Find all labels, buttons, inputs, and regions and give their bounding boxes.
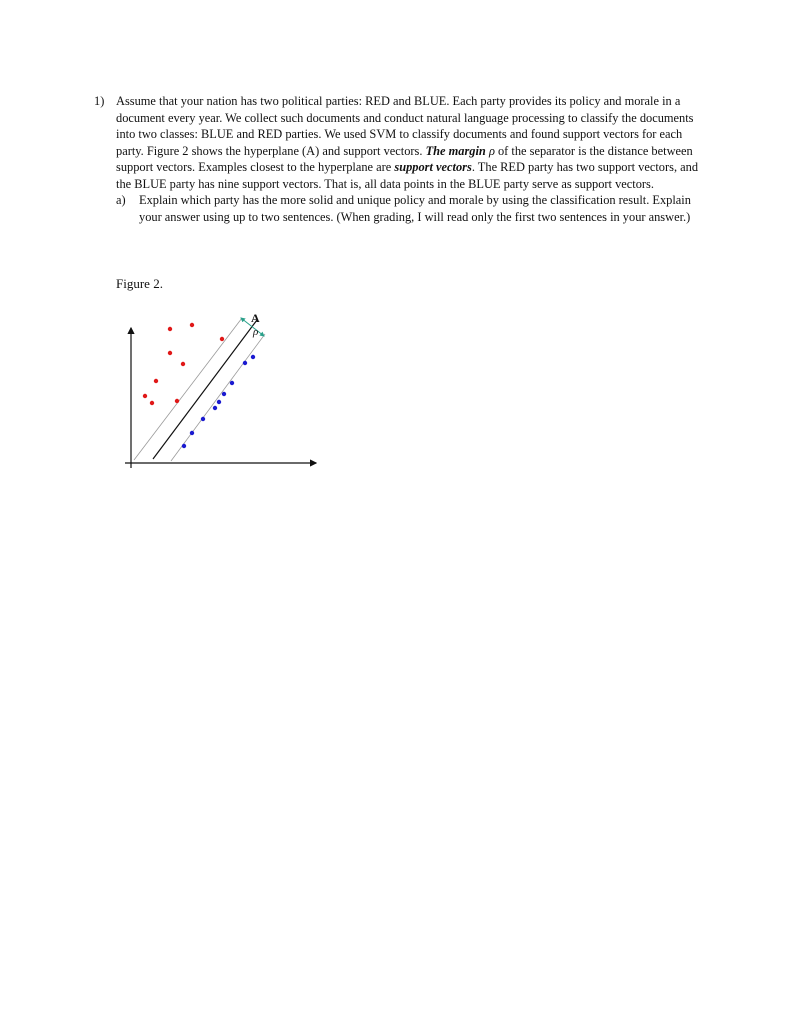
red-point	[154, 379, 158, 383]
question-text-part-1: Assume that your nation has two political parties: RED and BLUE. Each party provides its policy and morale in a document every year. We collect such documents and conduct natural language processing to classify the documents into two classes: BLUE and RED parties. We used SVM to classify documents and found support vectors for each party. Figure 2 shows the hyperplane (A) and support vectors.	[116, 94, 694, 158]
sub-question-label: a)	[116, 193, 126, 207]
red-point	[190, 323, 194, 327]
margin-term: The margin	[425, 143, 486, 158]
margin-label: ρ	[253, 326, 259, 338]
sub-question-text: Explain which party has the more solid and unique policy and morale by using the classification result. Explain your answer using up to two sentences. (When grading, I will read only the first two sentences in your answer.)	[139, 193, 691, 224]
red-point	[150, 401, 154, 405]
rho-symbol: ρ	[488, 143, 495, 158]
red-point	[175, 399, 179, 403]
blue-point	[243, 361, 247, 365]
question-text	[116, 93, 700, 225]
question-text-part-2: of the separator is the distance between support vectors. Examples closest to the hyperplane are	[116, 143, 693, 174]
red-points	[143, 323, 224, 405]
blue-point	[182, 444, 186, 448]
red-point	[220, 337, 224, 341]
question-text-part-3: . The RED party has two support vectors, and the BLUE party has nine support vectors. That is, all data points in the BLUE party serve as support vectors.	[116, 160, 699, 191]
blue-points	[182, 355, 255, 448]
blue-point	[230, 381, 234, 385]
blue-point	[190, 431, 194, 435]
blue-point	[201, 417, 205, 421]
blue-point	[222, 392, 226, 396]
blue-point	[251, 355, 255, 359]
support-vectors-term: support vectors	[394, 160, 472, 174]
hyperplane-a	[153, 320, 257, 459]
question-1	[94, 93, 700, 225]
figure-caption: Figure 2.	[116, 276, 163, 291]
red-point	[181, 362, 185, 366]
blue-point	[213, 406, 217, 410]
red-point	[168, 351, 172, 355]
svm-figure	[120, 308, 325, 473]
red-point	[168, 327, 172, 331]
blue-point	[217, 400, 221, 404]
hyperplane-label: A	[251, 311, 260, 325]
question-number: 1)	[94, 94, 105, 108]
blue-margin-line	[171, 334, 265, 461]
svm-diagram	[120, 308, 325, 473]
red-point	[143, 394, 147, 398]
sub-question-a	[116, 192, 700, 225]
